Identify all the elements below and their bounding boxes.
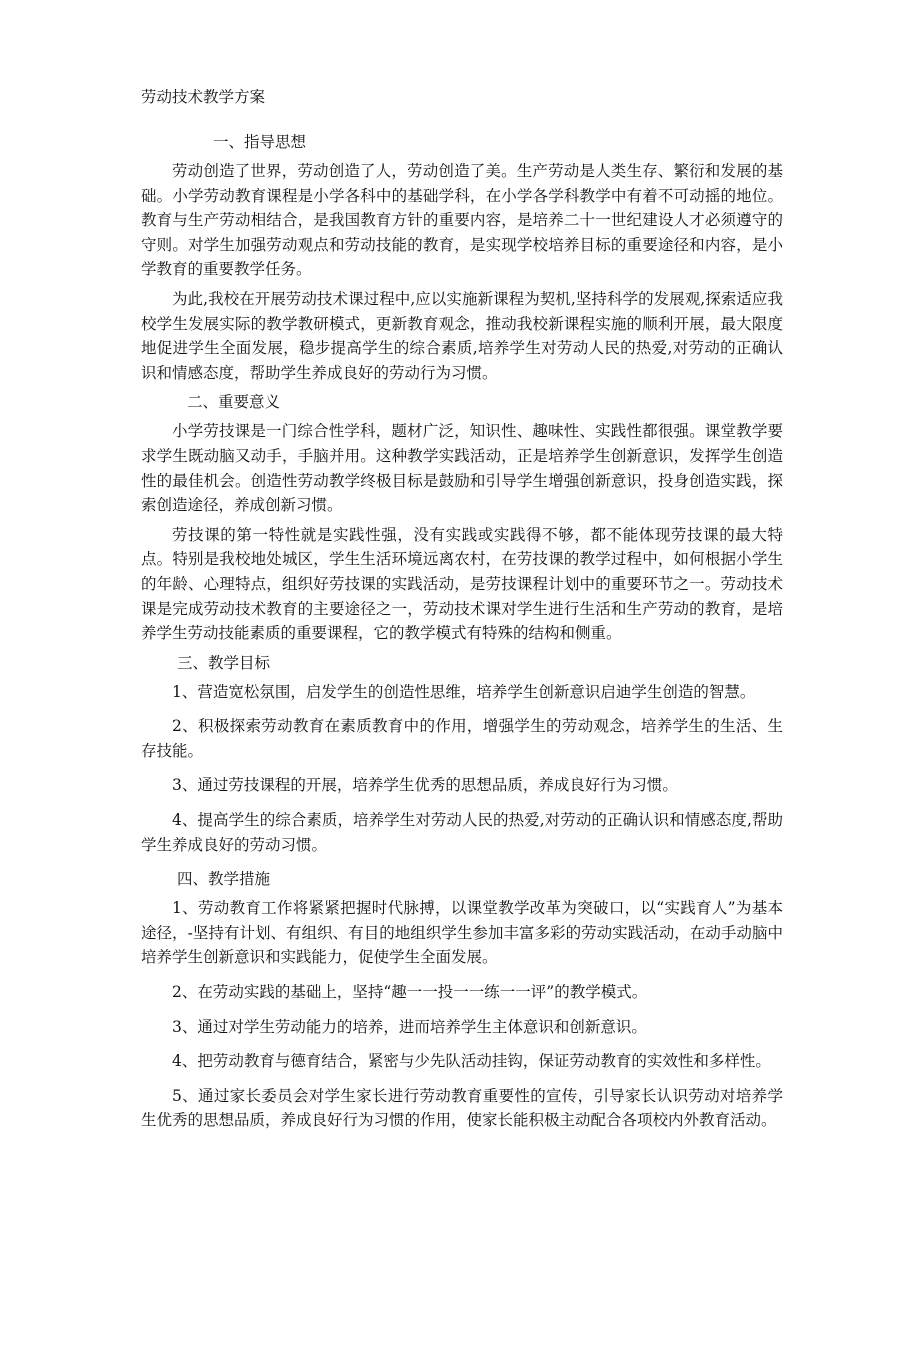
section-heading: 二、重要意义 [187, 393, 281, 412]
section-heading: 一、指导思想 [213, 133, 307, 151]
paragraph: 劳动创造了世界，劳动创造了人，劳动创造了美。生产劳动是人类生存、繁衍和发展的基础。小学劳动教育课程是小学各科中的基础学科，在小学各学科教学中有着不可动摇的地位。教育与生产劳动相结合，是我国教育方针的重要内容，是培养二十一世纪建设人才必须遵守的守则。对学生加强劳动观点和劳动技能的教育，是实现学校培养目标的重要途径和内容，是小学教育的重要教学任务。 [141, 162, 783, 279]
section-significance [141, 390, 783, 645]
list-item: 4、把劳动教育与德育结合，紧密与少先队活动挂钩，保证劳动教育的实效性和多样性。 [172, 1052, 771, 1071]
document-title: 劳动技术教学方案 [141, 88, 266, 106]
list-item: 2、在劳动实践的基础上，坚持“趣一一投一一练一一评”的教学模式。 [172, 983, 648, 1002]
section-teaching-measures [141, 867, 783, 1133]
list-item: 3、通过劳技课程的开展，培养学生优秀的思想品质，养成良好行为习惯。 [172, 776, 678, 795]
paragraph: 劳技课的第一特性就是实践性强，没有实践或实践得不够，都不能体现劳技课的最大特点。特别是我校地处城区，学生生活环境远离农村，在劳技课的教学过程中，如何根据小学生的年龄、心理特点，组织好劳技课的实践活动，是劳技课程计划中的重要环节之一。劳动技术课是完成劳动技术教育的主要途径之一，劳动技术课对学生进行生活和生产劳动的教育，是培养学生劳动技能素质的重要课程，它的教学模式有特殊的结构和侧重。 [141, 525, 783, 643]
list-item: 4、提高学生的综合素质，培养学生对劳动人民的热爱,对劳动的正确认识和情感态度,帮助学生养成良好的劳动习惯。 [141, 811, 783, 854]
section-heading: 三、教学目标 [177, 653, 271, 672]
list-item: 2、积极探索劳动教育在素质教育中的作用，增强学生的劳动观念，培养学生的生活、生存技能。 [141, 717, 783, 760]
section-heading: 四、教学措施 [177, 870, 271, 889]
section-teaching-goals [141, 651, 783, 858]
list-item: 3、通过对学生劳动能力的培养，进而培养学生主体意识和创新意识。 [172, 1017, 647, 1036]
list-item: 1、营造宽松氛围，启发学生的创造性思维，培养学生创新意识启迪学生创造的智慧。 [172, 682, 756, 701]
paragraph: 小学劳技课是一门综合性学科，题材广泛，知识性、趣味性、实践性都很强。课堂教学要求学生既动脑又动手，手脑并用。这种教学实践活动，正是培养学生创新意识，发挥学生创造性的最佳机会。创造性劳动教学终极目标是鼓励和引导学生增强创新意识，投身创造实践，探索创造途径，养成创新习惯。 [141, 422, 783, 515]
list-item: 5、通过家长委员会对学生家长进行劳动教育重要性的宣传，引导家长认识劳动对培养学生优秀的思想品质，养成良好行为习惯的作用，使家长能积极主动配合各项校内外教育活动。 [141, 1086, 783, 1130]
document-body [141, 130, 783, 1143]
section-guiding-ideology [141, 130, 783, 385]
list-item: 1、劳动教育工作将紧紧把握时代脉搏，以课堂教学改革为突破口，以“实践育人”为基本途径，-坚持有计划、有组织、有目的地组织学生参加丰富多彩的劳动实践活动，在动手动脑中培养学生创新意识和实践能力，促使学生全面发展。 [141, 899, 783, 967]
paragraph: 为此,我校在开展劳动技术课过程中,应以实施新课程为契机,坚持科学的发展观,探索适应我校学生发展实际的教学教研模式，更新教育观念，推动我校新课程实施的顺利开展，最大限度地促进学生全面发展，稳步提高学生的综合素质,培养学生对劳动人民的热爱,对劳动的正确认识和情感态度，帮助学生养成良好的劳动行为习惯。 [141, 289, 783, 382]
